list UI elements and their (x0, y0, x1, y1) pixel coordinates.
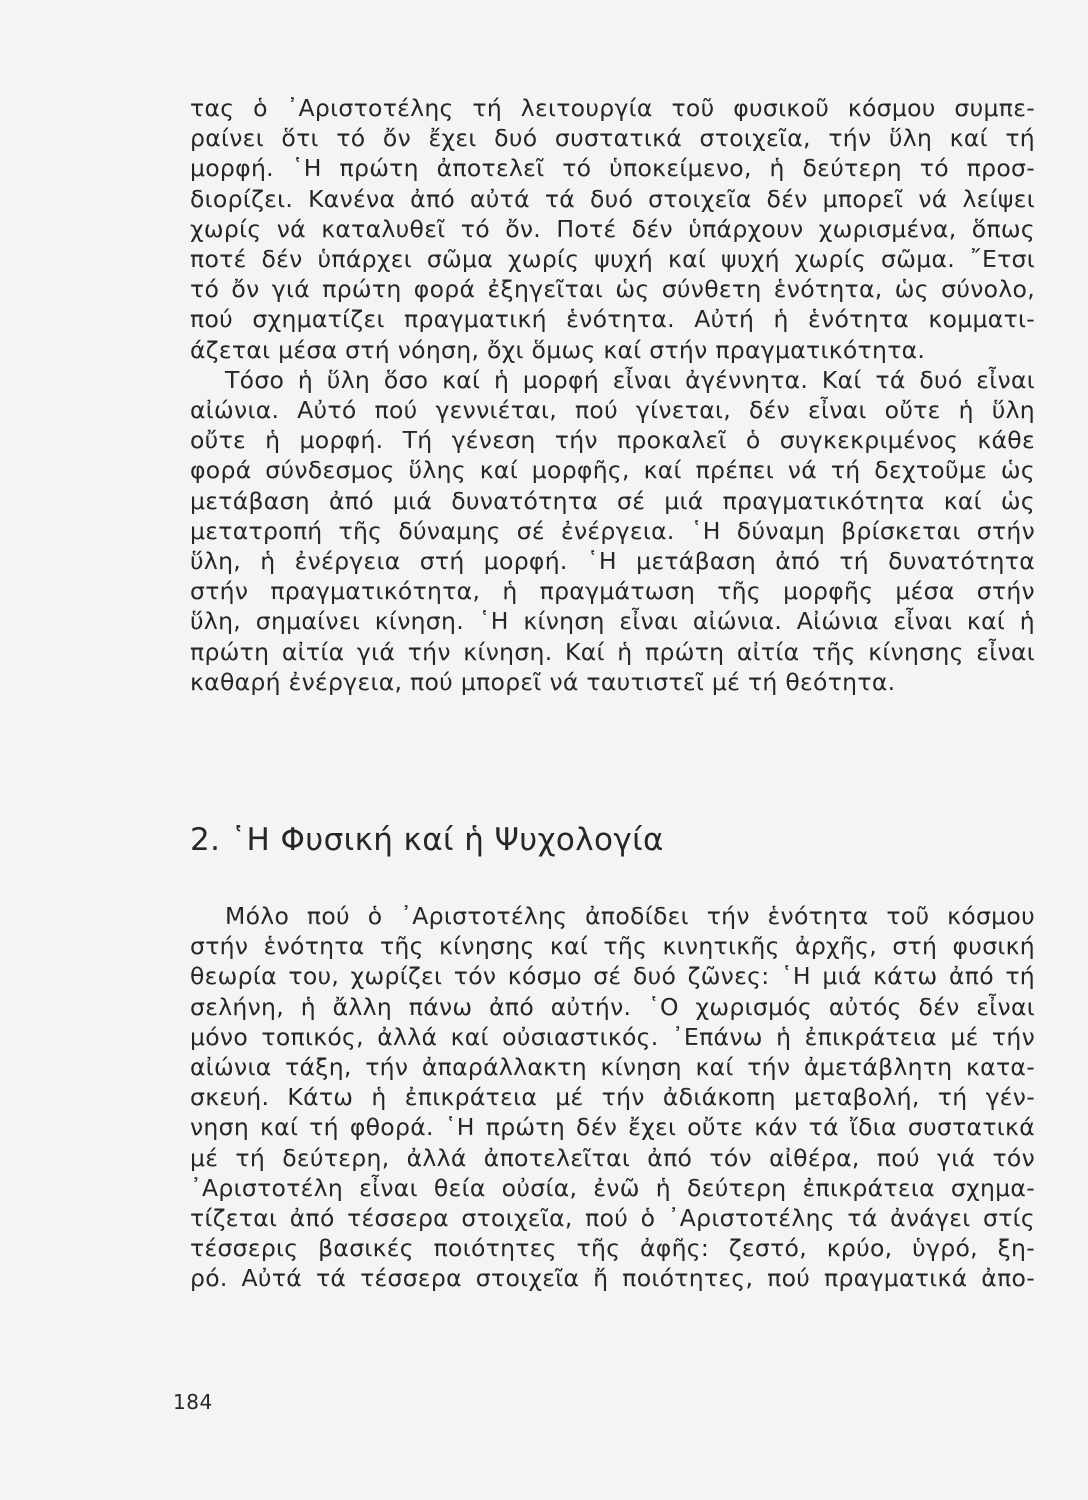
text-line: καθαρή ἐνέργεια, πού μπορεῖ νά ταυτιστεῖ μέ τή θεότητα. (190, 667, 896, 696)
page-number: 184 (173, 1390, 213, 1414)
text-line: διορίζει. Κανένα ἀπό αὐτά τά δυό στοιχεῖα δέν μπορεῖ νά λείψει (190, 184, 1035, 213)
paragraph-2 (190, 365, 1035, 697)
text-line: τό ὄν γιά πρώτη φορά ἐξηγεῖται ὡς σύνθετη ἑνότητα, ὡς σύνολο, (190, 275, 1035, 304)
text-line: φορά σύνδεσμος ὕλης καί μορφῆς, καί πρέπει νά τή δεχτοῦμε ὡς (190, 456, 1035, 485)
text-line: σκευή. Κάτω ἡ ἐπικράτεια μέ τήν ἀδιάκοπη μεταβολή, τή γέν- (190, 1083, 1035, 1112)
text-line: νηση καί τή φθορά. ῾Η πρώτη δέν ἔχει οὔτε κάν τά ἴδια συστατικά (190, 1113, 1035, 1142)
text-line: αἰώνια. Αὐτό πού γεννιέται, πού γίνεται, δέν εἶναι οὔτε ἡ ὕλη (190, 396, 1035, 425)
text-line: Τόσο ἡ ὕλη ὅσο καί ἡ μορφή εἶναι ἀγέννητα. Καί τά δυό εἶναι (225, 365, 1035, 394)
text-line: σελήνη, ἡ ἄλλη πάνω ἀπό αὐτήν. ῾Ο χωρισμός αὐτός δέν εἶναι (190, 992, 1035, 1021)
text-line: ραίνει ὅτι τό ὄν ἔχει δυό συστατικά στοιχεῖα, τήν ὕλη καί τή (190, 124, 1035, 153)
text-line: τας ὁ ᾿Αριστοτέλης τή λειτουργία τοῦ φυσικοῦ κόσμου συμπε- (190, 94, 1035, 122)
text-line: άζεται μέσα στή νόηση, ὄχι ὅμως καί στήν πραγματικότητα. (190, 335, 926, 364)
text-line: μόνο τοπικός, ἀλλά καί οὐσιαστικός. ᾿Επάνω ἡ ἐπικράτεια μέ τήν (190, 1022, 1035, 1051)
text-line: χωρίς νά καταλυθεῖ τό ὄν. Ποτέ δέν ὑπάρχουν χωρισμένα, ὅπως (190, 214, 1035, 243)
text-line: μετατροπή τῆς δύναμης σέ ἐνέργεια. ῾Η δύναμη βρίσκεται στήν (190, 516, 1035, 545)
text-line: ὕλη, σημαίνει κίνηση. ῾Η κίνηση εἶναι αἰώνια. Αἰώνια εἶναι καί ἡ (190, 607, 1035, 636)
paragraph-3 (190, 901, 1035, 1294)
text-line: πού σχηματίζει πραγματική ἑνότητα. Αὐτή ἡ ἑνότητα κομματι- (190, 305, 1035, 334)
text-block-upper (190, 93, 1035, 697)
text-line: τέσσερις βασικές ποιότητες τῆς ἀφῆς: ζεστό, κρύο, ὑγρό, ξη- (190, 1234, 1035, 1263)
text-line: μετάβαση ἀπό μιά δυνατότητα σέ μιά πραγματικότητα καί ὡς (190, 486, 1035, 515)
text-line: πρώτη αἰτία γιά τήν κίνηση. Καί ἡ πρώτη αἰτία τῆς κίνησης εἶναι (190, 637, 1035, 666)
text-line: ὕλη, ἡ ἐνέργεια στή μορφή. ῾Η μετάβαση ἀπό τή δυνατότητα (190, 547, 1035, 576)
paragraph-1 (190, 93, 1035, 365)
text-line: οὔτε ἡ μορφή. Τή γένεση τήν προκαλεῖ ὁ συγκεκριμένος κάθε (190, 426, 1035, 455)
section-heading: 2. ῾Η Φυσική καί ἡ Ψυχολογία (190, 822, 664, 858)
text-line: θεωρία του, χωρίζει τόν κόσμο σέ δυό ζῶνες: ῾Η μιά κάτω ἀπό τή (190, 962, 1035, 991)
text-line: στήν ἑνότητα τῆς κίνησης καί τῆς κινητικῆς ἀρχῆς, στή φυσική (190, 932, 1035, 961)
text-line: τίζεται ἀπό τέσσερα στοιχεῖα, πού ὁ ᾿Αριστοτέλης τά ἀνάγει στίς (190, 1204, 1035, 1233)
text-line: μορφή. ῾Η πρώτη ἀποτελεῖ τό ὑποκείμενο, ἡ δεύτερη τό προσ- (190, 154, 1035, 183)
text-line: στήν πραγματικότητα, ἡ πραγμάτωση τῆς μορφῆς μέσα στήν (190, 577, 1035, 606)
text-line: ποτέ δέν ὑπάρχει σῶμα χωρίς ψυχή καί ψυχή χωρίς σῶμα. ῎Ετσι (190, 245, 1035, 274)
text-block-lower (190, 901, 1035, 1294)
text-line: ρό. Αὐτά τά τέσσερα στοιχεῖα ἤ ποιότητες, πού πραγματικά ἀπο- (190, 1264, 1035, 1293)
text-line: Μόλο πού ὁ ᾿Αριστοτέλης ἀποδίδει τήν ἑνότητα τοῦ κόσμου (225, 902, 1035, 930)
text-line: μέ τή δεύτερη, ἀλλά ἀποτελεῖται ἀπό τόν αἰθέρα, πού γιά τόν (190, 1143, 1035, 1172)
text-line: αἰώνια τάξη, τήν ἀπαράλλακτη κίνηση καί τήν ἀμετάβλητη κατα- (190, 1053, 1035, 1082)
text-line: ᾿Αριστοτέλη εἶναι θεία οὐσία, ἐνῶ ἡ δεύτερη ἐπικράτεια σχημα- (190, 1173, 1035, 1202)
